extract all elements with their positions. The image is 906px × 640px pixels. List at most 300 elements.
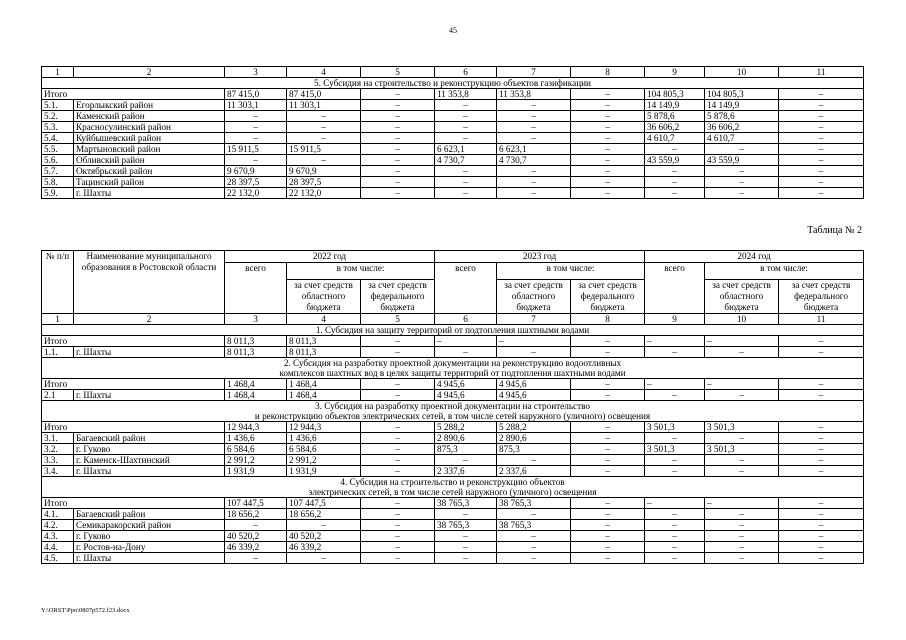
header-total-2024: всего bbox=[645, 263, 705, 314]
value-cell: – bbox=[361, 166, 435, 177]
column-number: 4 bbox=[287, 314, 361, 325]
table-row bbox=[42, 455, 864, 466]
value-cell: – bbox=[571, 542, 645, 553]
value-cell: – bbox=[779, 100, 864, 111]
value-cell: – bbox=[361, 444, 435, 455]
row-number: 4.2. bbox=[42, 520, 74, 531]
value-cell: 2 337,6 bbox=[435, 466, 497, 477]
header-num: № п/п bbox=[42, 251, 74, 314]
value-cell: – bbox=[645, 466, 705, 477]
value-cell: 1 468,4 bbox=[225, 379, 287, 390]
value-cell: – bbox=[497, 122, 571, 133]
municipality-name: г. Гуково bbox=[74, 531, 225, 542]
municipality-name: г. Шахты bbox=[74, 390, 225, 401]
table-row bbox=[42, 466, 864, 477]
value-cell: – bbox=[779, 531, 864, 542]
row-number: 5.9. bbox=[42, 188, 74, 199]
section-title: 2. Субсидия на разработку проектной документации на реконструкцию водоотливных bbox=[42, 358, 864, 369]
value-cell: 8 011,3 bbox=[225, 347, 287, 358]
column-number: 9 bbox=[645, 67, 705, 78]
value-cell: – bbox=[571, 553, 645, 564]
value-cell: – bbox=[705, 188, 779, 199]
value-cell: 5 878,6 bbox=[705, 111, 779, 122]
value-cell: – bbox=[497, 177, 571, 188]
value-cell: 22 132,0 bbox=[225, 188, 287, 199]
section-row bbox=[42, 487, 864, 498]
column-number: 7 bbox=[497, 67, 571, 78]
value-cell: 1 468,4 bbox=[287, 390, 361, 401]
column-number: 11 bbox=[779, 314, 864, 325]
value-cell: – bbox=[435, 542, 497, 553]
value-cell: 1 436,6 bbox=[225, 433, 287, 444]
municipality-name: Мартыновский район bbox=[74, 144, 225, 155]
value-cell: 104 805,3 bbox=[645, 89, 705, 100]
table-row bbox=[42, 347, 864, 358]
value-cell: – bbox=[705, 542, 779, 553]
value-cell: – bbox=[497, 100, 571, 111]
row-number: 3.2. bbox=[42, 444, 74, 455]
value-cell: – bbox=[571, 347, 645, 358]
column-number: 6 bbox=[435, 67, 497, 78]
municipality-name: Обливский район bbox=[74, 155, 225, 166]
header-federal-2023: за счет средств федерального бюджета bbox=[571, 280, 645, 314]
value-cell: 6 623,1 bbox=[497, 144, 571, 155]
value-cell: – bbox=[361, 509, 435, 520]
header-regional-2023: за счет средств областного бюджета bbox=[497, 280, 571, 314]
value-cell: 22 132,0 bbox=[287, 188, 361, 199]
value-cell: – bbox=[645, 433, 705, 444]
value-cell: – bbox=[705, 509, 779, 520]
table-row bbox=[42, 379, 864, 390]
value-cell: – bbox=[779, 433, 864, 444]
value-cell: 87 415,0 bbox=[287, 89, 361, 100]
value-cell: – bbox=[779, 155, 864, 166]
value-cell: – bbox=[497, 188, 571, 199]
value-cell: 38 765,3 bbox=[435, 520, 497, 531]
municipality-name: Октябрьский район bbox=[74, 166, 225, 177]
value-cell: – bbox=[225, 111, 287, 122]
value-cell: – bbox=[497, 133, 571, 144]
header-row-1 bbox=[42, 251, 864, 263]
value-cell: 4 945,6 bbox=[435, 390, 497, 401]
column-number: 1 bbox=[42, 314, 74, 325]
value-cell: – bbox=[361, 498, 435, 509]
value-cell: 2 991,2 bbox=[287, 455, 361, 466]
value-cell: – bbox=[571, 455, 645, 466]
value-cell: – bbox=[571, 166, 645, 177]
value-cell: – bbox=[435, 177, 497, 188]
value-cell: – bbox=[571, 509, 645, 520]
value-cell: – bbox=[571, 433, 645, 444]
value-cell: 40 520,2 bbox=[225, 531, 287, 542]
value-cell: – bbox=[645, 166, 705, 177]
value-cell: – bbox=[779, 498, 864, 509]
municipality-name: г. Гуково bbox=[74, 444, 225, 455]
table-row bbox=[42, 89, 864, 100]
table-row bbox=[42, 390, 864, 401]
value-cell: 43 559,9 bbox=[645, 155, 705, 166]
value-cell: – bbox=[779, 89, 864, 100]
value-cell: – bbox=[435, 336, 497, 347]
value-cell: – bbox=[571, 444, 645, 455]
value-cell: – bbox=[705, 433, 779, 444]
value-cell: – bbox=[287, 133, 361, 144]
value-cell: – bbox=[779, 336, 864, 347]
value-cell: – bbox=[287, 155, 361, 166]
municipality-name: Багаевский район bbox=[74, 509, 225, 520]
value-cell: 6 623,1 bbox=[435, 144, 497, 155]
value-cell: – bbox=[779, 542, 864, 553]
value-cell: – bbox=[571, 177, 645, 188]
value-cell: – bbox=[779, 166, 864, 177]
column-number-row bbox=[42, 67, 864, 78]
municipality-name: г. Каменск-Шахтинский bbox=[74, 455, 225, 466]
column-number-row bbox=[42, 314, 864, 325]
value-cell: – bbox=[225, 155, 287, 166]
value-cell: – bbox=[497, 531, 571, 542]
section-row bbox=[42, 78, 864, 89]
value-cell: – bbox=[287, 122, 361, 133]
value-cell: – bbox=[225, 133, 287, 144]
value-cell: – bbox=[361, 466, 435, 477]
value-cell: 46 339,2 bbox=[225, 542, 287, 553]
value-cell: – bbox=[361, 144, 435, 155]
value-cell: – bbox=[779, 466, 864, 477]
column-number: 3 bbox=[225, 67, 287, 78]
value-cell: 4 730,7 bbox=[435, 155, 497, 166]
value-cell: 1 468,4 bbox=[225, 390, 287, 401]
value-cell: – bbox=[361, 177, 435, 188]
municipality-name: Егорлыкский район bbox=[74, 100, 225, 111]
subsidy-table-gasification bbox=[41, 66, 864, 199]
value-cell: 12 944,3 bbox=[287, 422, 361, 433]
value-cell: – bbox=[497, 166, 571, 177]
municipality-name: г. Ростов-на-Дону bbox=[74, 542, 225, 553]
value-cell: 9 670,9 bbox=[225, 166, 287, 177]
header-incl-2023: в том числе: bbox=[497, 263, 645, 280]
municipality-name: Куйбышевский район bbox=[74, 133, 225, 144]
value-cell: – bbox=[361, 100, 435, 111]
value-cell: 4 945,6 bbox=[497, 390, 571, 401]
value-cell: 2 890,6 bbox=[497, 433, 571, 444]
section-title: 3. Субсидия на разработку проектной документации на строительство bbox=[42, 401, 864, 412]
municipality-name: г. Шахты bbox=[74, 553, 225, 564]
value-cell: 36 606,2 bbox=[645, 122, 705, 133]
value-cell: – bbox=[435, 100, 497, 111]
page-number: 45 bbox=[449, 26, 457, 35]
value-cell: – bbox=[645, 553, 705, 564]
value-cell: 4 610,7 bbox=[705, 133, 779, 144]
row-number: 4.5. bbox=[42, 553, 74, 564]
value-cell: – bbox=[645, 509, 705, 520]
section-row bbox=[42, 358, 864, 369]
header-federal-2024: за счет средств федерального бюджета bbox=[779, 280, 864, 314]
value-cell: 40 520,2 bbox=[287, 531, 361, 542]
value-cell: – bbox=[435, 111, 497, 122]
table-row bbox=[42, 433, 864, 444]
header-incl-2024: в том числе: bbox=[705, 263, 864, 280]
value-cell: – bbox=[361, 379, 435, 390]
table-row bbox=[42, 133, 864, 144]
header-incl-2022: в том числе: bbox=[287, 263, 435, 280]
table-row bbox=[42, 177, 864, 188]
value-cell: – bbox=[705, 466, 779, 477]
value-cell: – bbox=[571, 498, 645, 509]
section-row bbox=[42, 401, 864, 412]
row-number: 5.1. bbox=[42, 100, 74, 111]
column-number: 6 bbox=[435, 314, 497, 325]
value-cell: – bbox=[779, 347, 864, 358]
value-cell: – bbox=[571, 520, 645, 531]
value-cell: – bbox=[645, 531, 705, 542]
value-cell: 4 610,7 bbox=[645, 133, 705, 144]
value-cell: – bbox=[225, 122, 287, 133]
value-cell: – bbox=[435, 133, 497, 144]
value-cell: 2 991,2 bbox=[225, 455, 287, 466]
value-cell: – bbox=[645, 390, 705, 401]
header-year-2024: 2024 год bbox=[645, 251, 864, 263]
municipality-name: г. Шахты bbox=[74, 347, 225, 358]
row-number: 3.3. bbox=[42, 455, 74, 466]
value-cell: 104 805,3 bbox=[705, 89, 779, 100]
value-cell: – bbox=[435, 553, 497, 564]
value-cell: 2 890,6 bbox=[435, 433, 497, 444]
value-cell: 3 501,3 bbox=[705, 422, 779, 433]
value-cell: – bbox=[225, 520, 287, 531]
table-label: Таблица № 2 bbox=[807, 225, 862, 236]
value-cell: – bbox=[497, 347, 571, 358]
value-cell: – bbox=[571, 390, 645, 401]
value-cell: – bbox=[435, 455, 497, 466]
row-total-label: Итого bbox=[42, 422, 225, 433]
value-cell: – bbox=[705, 531, 779, 542]
municipality-name: Тацинский район bbox=[74, 177, 225, 188]
value-cell: 1 436,6 bbox=[287, 433, 361, 444]
value-cell: – bbox=[571, 466, 645, 477]
value-cell: – bbox=[571, 111, 645, 122]
section-title: электрических сетей, в том числе сетей наружного (уличного) освещения bbox=[42, 487, 864, 498]
municipality-name: Семикаракорский район bbox=[74, 520, 225, 531]
value-cell: – bbox=[705, 379, 779, 390]
value-cell: – bbox=[435, 347, 497, 358]
table-row bbox=[42, 111, 864, 122]
section-row bbox=[42, 325, 864, 336]
value-cell: – bbox=[435, 509, 497, 520]
row-total-label: Итого bbox=[42, 379, 225, 390]
value-cell: 28 397,5 bbox=[225, 177, 287, 188]
value-cell: – bbox=[779, 122, 864, 133]
value-cell: – bbox=[361, 133, 435, 144]
section-title: комплексов шахтных вод в целях защиты территорий от подтопления шахтными водами bbox=[42, 368, 864, 379]
value-cell: 36 606,2 bbox=[705, 122, 779, 133]
table-row bbox=[42, 422, 864, 433]
value-cell: – bbox=[361, 89, 435, 100]
value-cell: – bbox=[779, 553, 864, 564]
column-number: 5 bbox=[361, 67, 435, 78]
value-cell: 875,3 bbox=[497, 444, 571, 455]
value-cell: 5 878,6 bbox=[645, 111, 705, 122]
value-cell: – bbox=[497, 553, 571, 564]
value-cell: – bbox=[497, 509, 571, 520]
header-year-2023: 2023 год bbox=[435, 251, 645, 263]
value-cell: 18 656,2 bbox=[287, 509, 361, 520]
value-cell: 107 447,5 bbox=[287, 498, 361, 509]
value-cell: 2 337,6 bbox=[497, 466, 571, 477]
value-cell: – bbox=[287, 111, 361, 122]
value-cell: 1 931,9 bbox=[287, 466, 361, 477]
value-cell: – bbox=[779, 111, 864, 122]
row-number: 5.4. bbox=[42, 133, 74, 144]
row-number: 5.3. bbox=[42, 122, 74, 133]
header-regional-2024: за счет средств областного бюджета bbox=[705, 280, 779, 314]
value-cell: 46 339,2 bbox=[287, 542, 361, 553]
value-cell: – bbox=[705, 177, 779, 188]
row-number: 4.3. bbox=[42, 531, 74, 542]
column-number: 8 bbox=[571, 67, 645, 78]
municipality-name: Красносулинский район bbox=[74, 122, 225, 133]
row-total-label: Итого bbox=[42, 336, 225, 347]
value-cell: 3 501,3 bbox=[645, 444, 705, 455]
row-number: 5.2. bbox=[42, 111, 74, 122]
value-cell: – bbox=[779, 177, 864, 188]
municipality-name: г. Шахты bbox=[74, 188, 225, 199]
value-cell: – bbox=[705, 455, 779, 466]
value-cell: – bbox=[705, 347, 779, 358]
value-cell: – bbox=[571, 188, 645, 199]
row-number: 4.1. bbox=[42, 509, 74, 520]
value-cell: – bbox=[361, 422, 435, 433]
value-cell: 14 149,9 bbox=[705, 100, 779, 111]
value-cell: 8 011,3 bbox=[287, 336, 361, 347]
value-cell: 5 288,2 bbox=[497, 422, 571, 433]
value-cell: – bbox=[571, 336, 645, 347]
value-cell: – bbox=[497, 111, 571, 122]
column-number: 1 bbox=[42, 67, 74, 78]
value-cell: – bbox=[571, 133, 645, 144]
value-cell: 4 945,6 bbox=[435, 379, 497, 390]
table-row bbox=[42, 166, 864, 177]
value-cell: 15 911,5 bbox=[225, 144, 287, 155]
value-cell: – bbox=[779, 379, 864, 390]
value-cell: 1 468,4 bbox=[287, 379, 361, 390]
value-cell: – bbox=[645, 542, 705, 553]
value-cell: 18 656,2 bbox=[225, 509, 287, 520]
row-number: 2.1 bbox=[42, 390, 74, 401]
value-cell: – bbox=[571, 89, 645, 100]
value-cell: – bbox=[779, 144, 864, 155]
row-number: 5.5. bbox=[42, 144, 74, 155]
value-cell: 875,3 bbox=[435, 444, 497, 455]
table-row bbox=[42, 542, 864, 553]
municipality-name: Багаевский район bbox=[74, 433, 225, 444]
value-cell: 9 670,9 bbox=[287, 166, 361, 177]
value-cell: – bbox=[361, 531, 435, 542]
table-row bbox=[42, 336, 864, 347]
row-number: 4.4. bbox=[42, 542, 74, 553]
value-cell: – bbox=[571, 144, 645, 155]
header-total-2022: всего bbox=[225, 263, 287, 314]
value-cell: – bbox=[361, 520, 435, 531]
column-number: 10 bbox=[705, 314, 779, 325]
row-number: 1.1. bbox=[42, 347, 74, 358]
value-cell: – bbox=[361, 155, 435, 166]
value-cell: 6 584,6 bbox=[287, 444, 361, 455]
value-cell: 87 415,0 bbox=[225, 89, 287, 100]
value-cell: – bbox=[779, 455, 864, 466]
table-row bbox=[42, 144, 864, 155]
subsidy-table-main bbox=[41, 250, 864, 564]
value-cell: 15 911,5 bbox=[287, 144, 361, 155]
row-number: 3.4. bbox=[42, 466, 74, 477]
value-cell: – bbox=[779, 422, 864, 433]
row-number: 3.1. bbox=[42, 433, 74, 444]
value-cell: – bbox=[361, 455, 435, 466]
value-cell: – bbox=[287, 553, 361, 564]
section-row bbox=[42, 477, 864, 488]
value-cell: – bbox=[779, 520, 864, 531]
section-row bbox=[42, 368, 864, 379]
value-cell: – bbox=[779, 444, 864, 455]
column-number: 10 bbox=[705, 67, 779, 78]
section-row bbox=[42, 411, 864, 422]
value-cell: – bbox=[779, 390, 864, 401]
value-cell: 11 303,1 bbox=[225, 100, 287, 111]
row-total-label: Итого bbox=[42, 89, 225, 100]
value-cell: 43 559,9 bbox=[705, 155, 779, 166]
value-cell: 14 149,9 bbox=[645, 100, 705, 111]
value-cell: – bbox=[571, 155, 645, 166]
row-total-label: Итого bbox=[42, 498, 225, 509]
municipality-name: Каменский район bbox=[74, 111, 225, 122]
value-cell: – bbox=[645, 188, 705, 199]
table-row bbox=[42, 498, 864, 509]
value-cell: – bbox=[361, 111, 435, 122]
row-number: 5.7. bbox=[42, 166, 74, 177]
value-cell: 3 501,3 bbox=[645, 422, 705, 433]
column-number: 5 bbox=[361, 314, 435, 325]
value-cell: 107 447,5 bbox=[225, 498, 287, 509]
value-cell: – bbox=[645, 177, 705, 188]
table-row bbox=[42, 509, 864, 520]
header-name: Наименование муниципального образования в Ростовской области bbox=[74, 251, 225, 314]
value-cell: 4 945,6 bbox=[497, 379, 571, 390]
value-cell: – bbox=[435, 166, 497, 177]
table-row bbox=[42, 444, 864, 455]
value-cell: 28 397,5 bbox=[287, 177, 361, 188]
header-total-2023: всего bbox=[435, 263, 497, 314]
value-cell: 1 931,9 bbox=[225, 466, 287, 477]
value-cell: – bbox=[361, 336, 435, 347]
value-cell: 38 765,3 bbox=[497, 520, 571, 531]
table-row bbox=[42, 155, 864, 166]
table-row bbox=[42, 188, 864, 199]
table-row bbox=[42, 100, 864, 111]
section-title: 5. Субсидия на строительство и реконструкцию объектов газификации bbox=[42, 78, 864, 89]
column-number: 7 bbox=[497, 314, 571, 325]
value-cell: – bbox=[571, 100, 645, 111]
value-cell: – bbox=[287, 520, 361, 531]
value-cell: 38 765,3 bbox=[435, 498, 497, 509]
value-cell: – bbox=[435, 188, 497, 199]
value-cell: – bbox=[225, 553, 287, 564]
value-cell: – bbox=[497, 542, 571, 553]
value-cell: – bbox=[435, 122, 497, 133]
column-number: 2 bbox=[74, 67, 225, 78]
value-cell: – bbox=[435, 531, 497, 542]
row-number: 5.8. bbox=[42, 177, 74, 188]
value-cell: 8 011,3 bbox=[225, 336, 287, 347]
header-regional-2022: за счет средств областного бюджета bbox=[287, 280, 361, 314]
